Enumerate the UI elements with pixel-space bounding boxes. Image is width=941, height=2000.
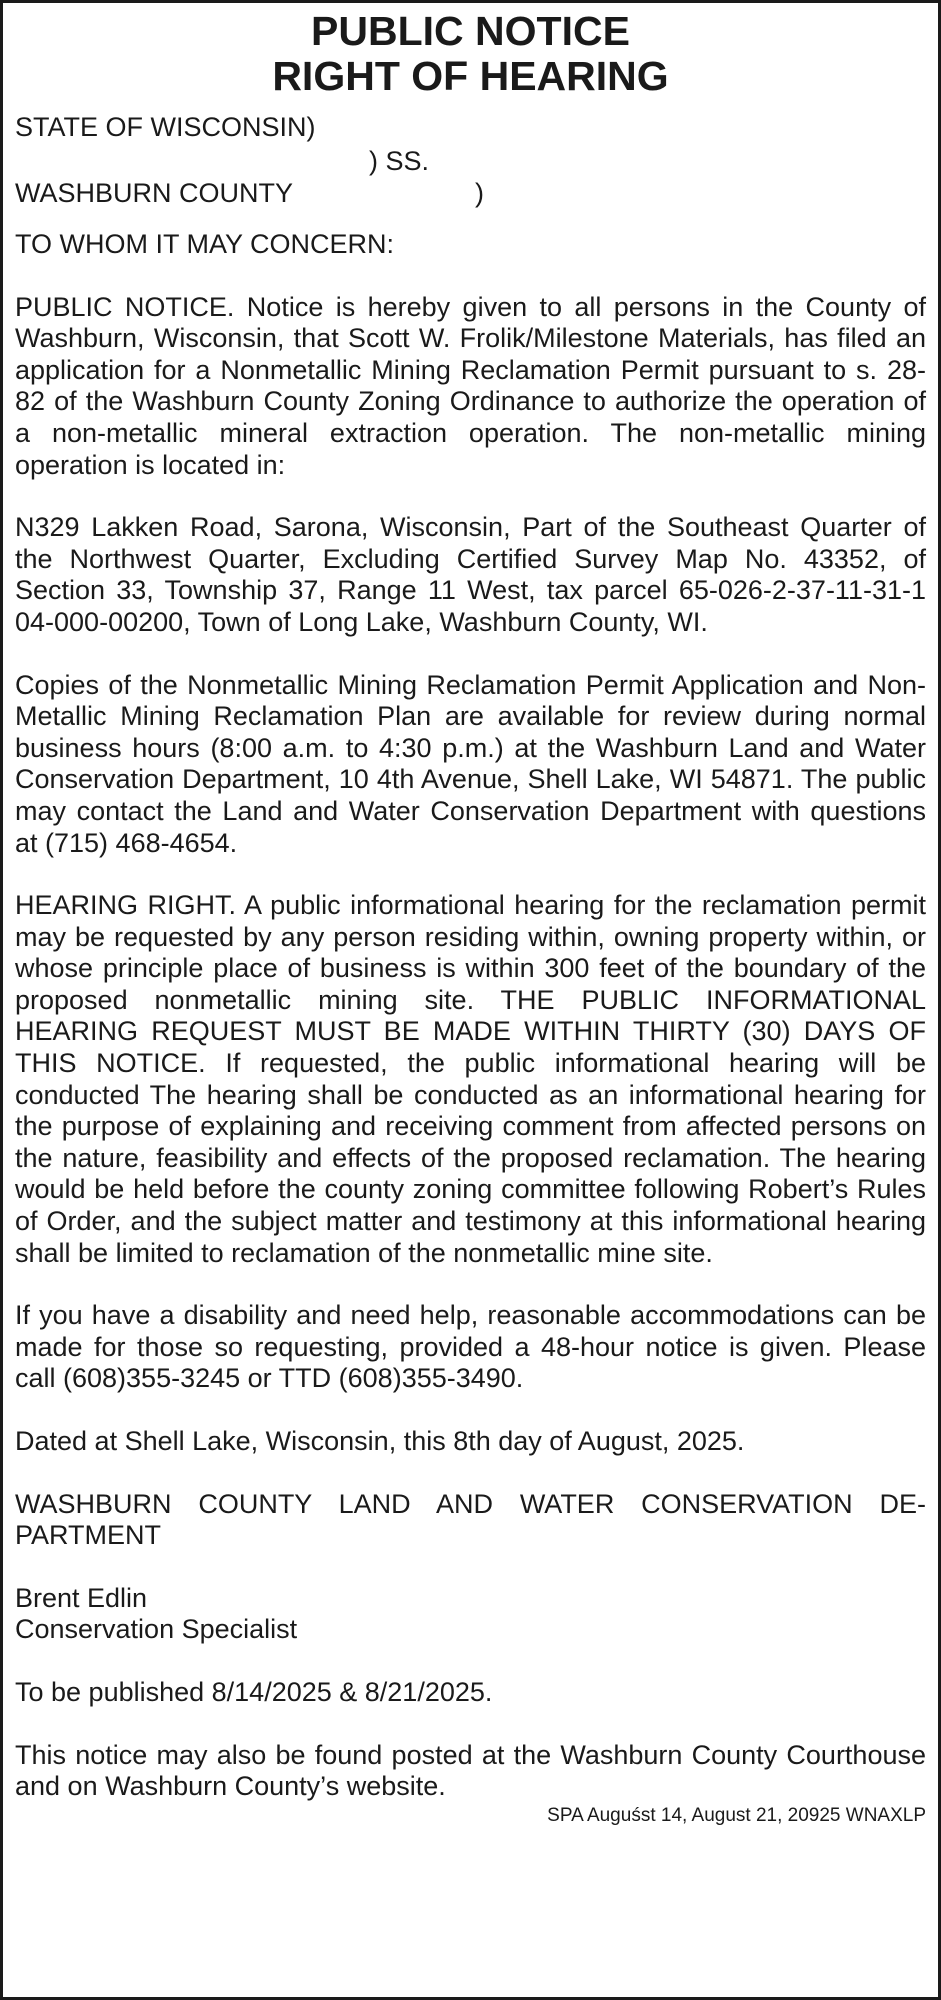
signature-block [15, 1583, 926, 1646]
paragraph-dated: Dated at Shell Lake, Wisconsin, this 8th day of August, 2025. [15, 1426, 745, 1456]
paragraph-disability: If you have a disability and need help, reasonable accommodations can be made for those so requesting, provided a 48-hour notice is given. Please call (608)355-3245 or TTD (608)355-3490. [15, 1300, 926, 1394]
posted-notice: This notice may also be found posted at the Washburn County Courthouse and on Washburn County’s website. [15, 1739, 926, 1802]
venue-block [15, 111, 926, 211]
publication-footer: SPA Auguśst 14, August 21, 20925 WNAXLP [547, 1804, 926, 1826]
venue-county: WASHBURN COUNTY [15, 178, 294, 208]
venue-state: STATE OF WISCONSIN) [15, 112, 316, 142]
notice-title [15, 9, 926, 99]
venue-ss: ) SS. [369, 146, 430, 176]
paragraph-location: N329 Lakken Road, Sarona, Wisconsin, Part of the Southeast Quarter of the Northwest Quarter, Excluding Certified Survey Map No. 43352, of Section 33, Township 37, Range 11 West, tax parcel 65-026-2-37-11-31-1 04-000-00200, Town of Long Lake, Washburn County, WI. [15, 512, 926, 637]
publish-dates: To be published 8/14/2025 & 8/21/2025. [15, 1676, 493, 1707]
title-line-2: RIGHT OF HEARING [272, 53, 669, 99]
paragraph-hearing: HEARING RIGHT. A public informational hearing for the reclamation permit may be requested by any person residing within, owning property within, or whose principle place of business is within 300 feet of the boundary of the proposed nonmetallic mining site. THE PUBLIC INFORMATIONAL HEARING REQUEST MUST BE MADE WITHIN THIRTY (30) DAYS OF THIS NOTICE. If requested, the public informational hearing will be conducted The hearing shall be conducted as an informational hearing for the purpose of explaining and receiving comment from affected persons on the nature, feasibility and effects of the proposed reclamation. The hearing would be held before the county zoning committee following Robert’s Rules of Order, and the subject matter and testimony at this informational hearing shall be limited to reclamation of the nonmetallic mine site. [15, 890, 926, 1268]
signature-role: Conservation Specialist [15, 1614, 298, 1645]
signature-name: Brent Edlin [15, 1582, 148, 1613]
paragraph-notice: PUBLIC NOTICE. Notice is hereby given to all persons in the County of Washburn, Wisconsin, that Scott W. Frolik/Milestone Materials, has filed an application for a Nonmetallic Mining Reclamation Permit pursuant to s. 28-82 of the Washburn County Zoning Ordinance to authorize the operation of a non-metallic mineral extraction operation. The non-metallic mining operation is located in: [15, 291, 926, 480]
salutation: TO WHOM IT MAY CONCERN: [15, 229, 395, 259]
venue-paren: ) [475, 178, 484, 208]
paragraph-copies: Copies of the Nonmetallic Mining Reclamation Permit Application and Non-Metallic Mining Reclamation Plan are available for review during normal business hours (8:00 a.m. to 4:30 p.m.) at the Washburn Land and Water Conservation Department, 10 4th Avenue, Shell Lake, WI 54871. The public may contact the Land and Water Conservation Department with questions at (715) 468-4654. [15, 669, 926, 858]
title-line-1: PUBLIC NOTICE [311, 8, 630, 54]
paragraph-department: WASHBURN COUNTY LAND AND WATER CONSERVATION DEPARTMENT [15, 1488, 926, 1551]
